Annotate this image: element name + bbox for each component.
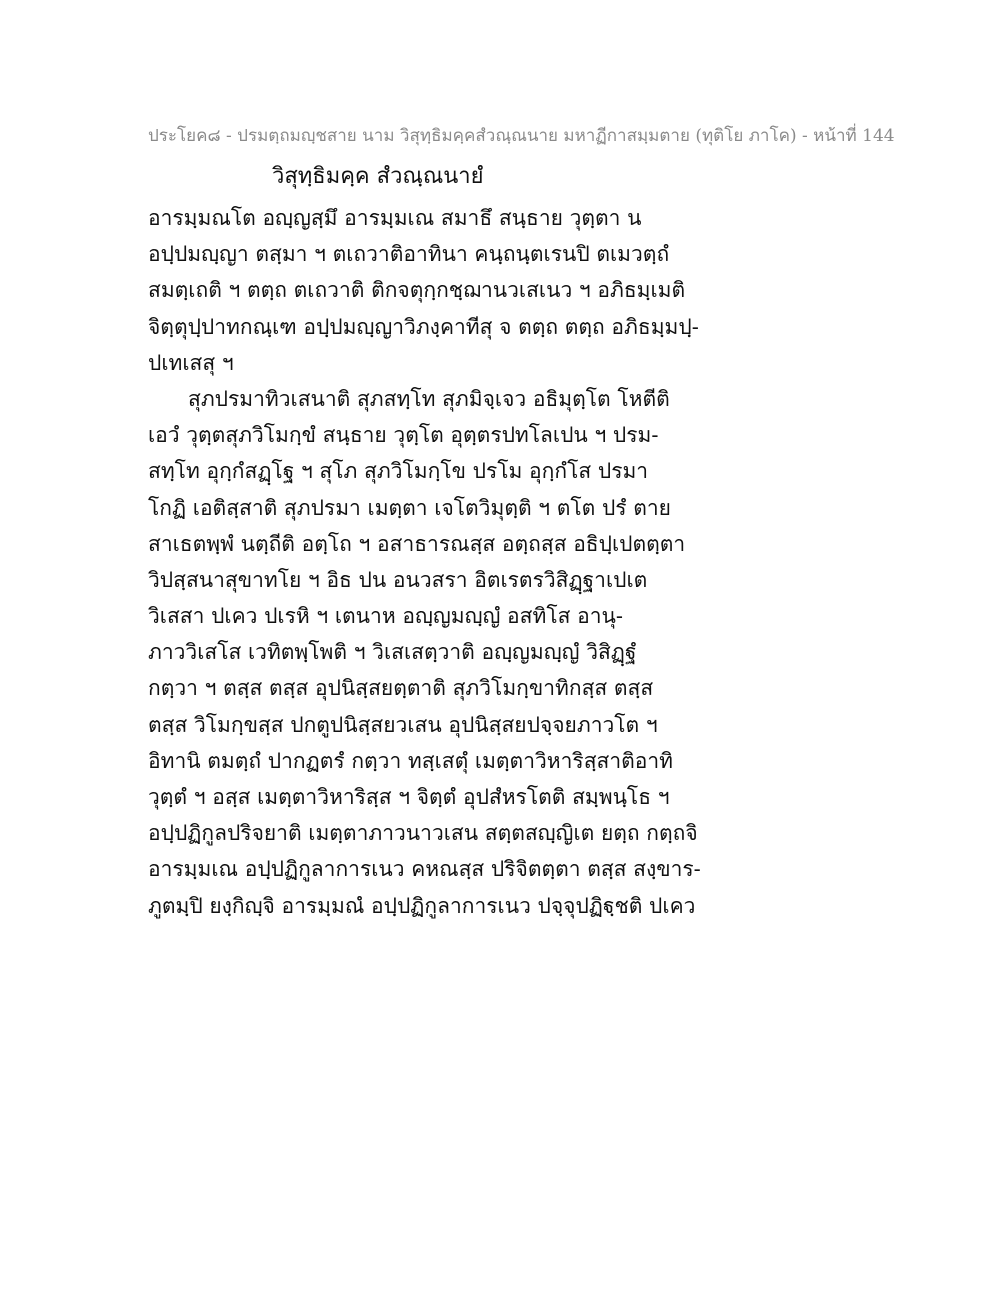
- text-line: สมตฺเถติ ฯ ตตฺถ ตเถวาติ ติกจตุกฺกชฺฌานวเสเนว ฯ อภิธมฺเมติ: [148, 278, 686, 303]
- text-line: วิเสสา ปเคว ปเรหิ ฯ เตนาห อญฺญมญฺญํ อสทิโส อานุ-: [148, 604, 623, 629]
- text-line: วิปสฺสนาสุขาทโย ฯ อิธ ปน อนวสรา อิตเรตรวิสิฏฺฐาเปเต: [148, 567, 648, 592]
- text-line: ภาววิเสโส เวทิตพฺโพติ ฯ วิเสเสตฺวาติ อญฺญมญฺญํ วิสิฏฺฐํ: [148, 640, 637, 665]
- text-line: อปฺปฏิกูลปริจยาติ เมตฺตาภาวนาวเสน สตฺตสญฺญิเต ยตฺถ กตฺถจิ: [148, 821, 698, 846]
- text-line: เอวํ วุตฺตสุภวิโมกฺขํ สนฺธาย วุตฺโต อุตฺตรปทโลเปน ฯ ปรม-: [148, 423, 659, 448]
- text-line: กตฺวา ฯ ตสฺส ตสฺส อุปนิสฺสยตฺตาติ สุภวิโมกฺขาทิกสฺส ตสฺส: [148, 676, 654, 701]
- text-line: วุตฺตํ ฯ อสฺส เมตฺตาวิหาริสฺส ฯ จิตฺตํ อุปสํหรโตติ สมฺพนฺโธ ฯ: [148, 785, 670, 809]
- text-line: ตสฺส วิโมกฺขสฺส ปกตูปนิสฺสยวเสน อุปนิสฺสยปจฺจยภาวโต ฯ: [148, 712, 658, 737]
- text-line: ภูตมฺปิ ยงฺกิญฺจิ อารมฺมณํ อปฺปฏิกูลาการเนว ปจฺจุปฏิฐฺชติ ปเคว: [148, 893, 696, 918]
- text-line: อารมฺมณโต อญฺญสฺมึ อารมฺมเณ สมาธึ สนฺธาย วุตฺตา น: [148, 206, 642, 230]
- text-line: โกฏิ เอติสฺสาติ สุภปรมา เมตฺตา เจโตวิมุตฺติ ฯ ตโต ปรํ ตาย: [148, 495, 671, 520]
- section-title: วิสุทฺธิมคฺค สํวณฺณนายํ: [272, 164, 484, 189]
- paragraph-first-line: สุภปรมาทิวเสนาติ สุภสทฺโท สุภมิจฺเจว อธิมุตฺโต โหตีติ: [188, 386, 670, 411]
- text-line: อปฺปมญฺญา ตสฺมา ฯ ตเถวาติอาทินา คนฺถนฺตเรนปิ ตเมวตฺถํ: [148, 242, 670, 267]
- running-header: ประโยค๘ - ปรมตฺถมญฺชสาย นาม วิสุทฺธิมคฺคสํวณฺณนาย มหาฏีกาสมฺมตาย (ทุติโย ภาโค) - หน้าที่ 144: [148, 126, 895, 146]
- text-line: สทฺโท อุกฺกํสฏฺโฐ ฯ สุโภ สุภวิโมกฺโข ปรโม อุกฺกํโส ปรมา: [148, 459, 649, 484]
- text-line: อิทานิ ตมตฺถํ ปากฏตรํ กตฺวา ทสฺเสตุํ เมตฺตาวิหาริสฺสาติอาทิ: [148, 748, 673, 773]
- body-text: [148, 200, 708, 924]
- text-line: อารมฺมเณ อปฺปฏิกูลาการเนว คหณสฺส ปริจิตตฺตา ตสฺส สงฺขาร-: [148, 857, 701, 882]
- text-line: จิตฺตุปฺปาทกณฺเฑ อปฺปมญฺญาวิภงฺคาทีสุ จ ตตฺถ ตตฺถ อภิธมฺมปฺ-: [148, 314, 699, 339]
- text-line: ปเทเสสุ ฯ: [148, 350, 234, 375]
- text-line: สาเธตพฺพํ นตฺถีติ อตฺโถ ฯ อสาธารณสฺส อตฺถสฺส อธิปฺเปตตฺตา: [148, 531, 686, 556]
